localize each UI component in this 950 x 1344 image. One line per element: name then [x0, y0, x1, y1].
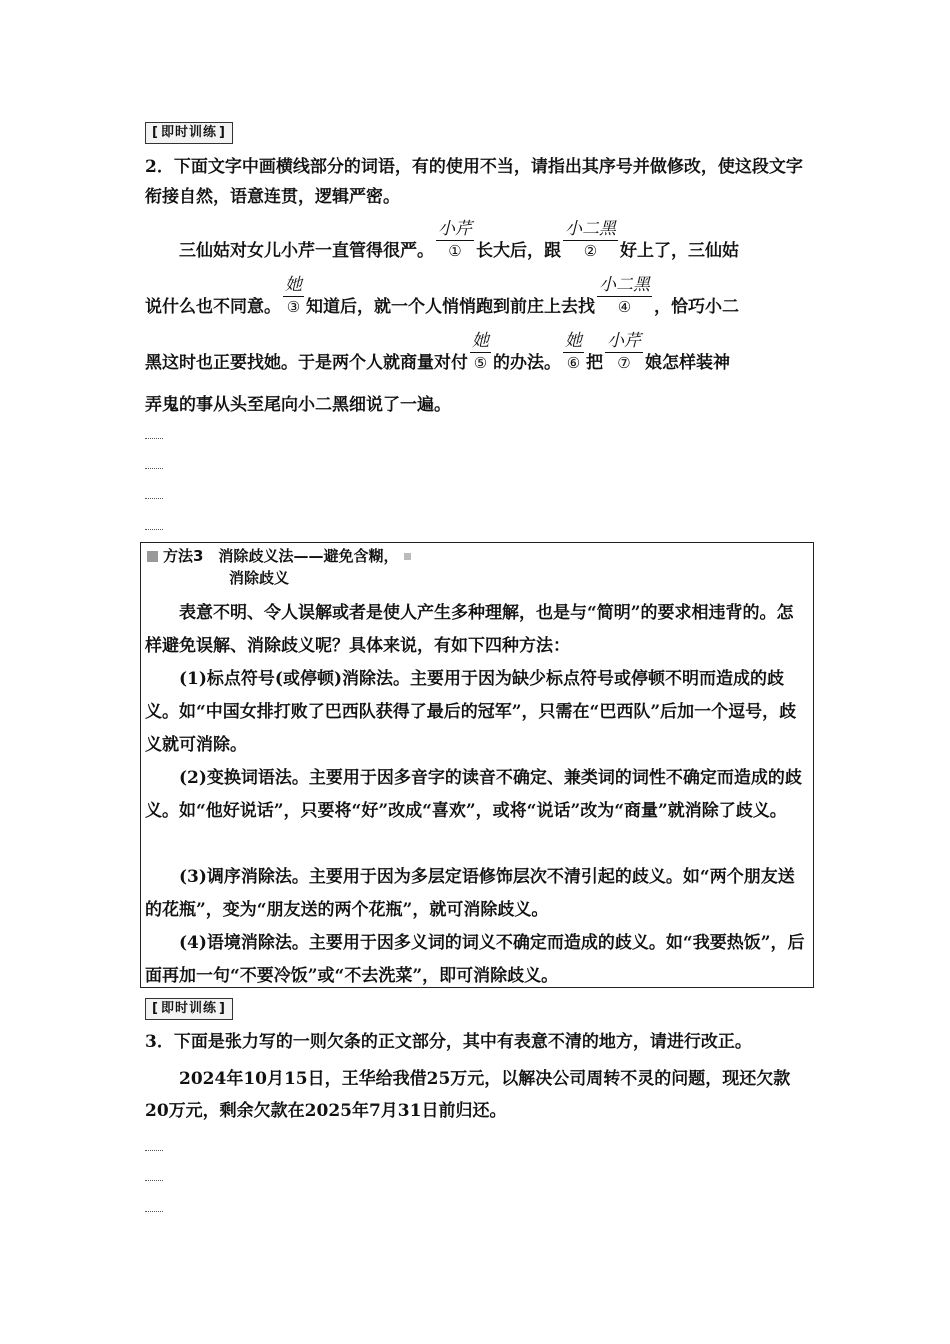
square-bullet-icon: [147, 551, 158, 562]
answer-dots: [145, 498, 163, 499]
method-subtitle: 消除歧义: [229, 569, 290, 587]
underlined-term-2: 小二黑 ②: [565, 219, 616, 260]
story-line-2: 说什么也不同意。 她 ③ 知道后，就一个人悄悄跑到前庄上去找 小二黑 ④ ，恰巧小二: [145, 275, 739, 317]
answer-dots: [145, 468, 163, 469]
question-3: 3．下面是张力写的一则欠条的正文部分，其中有表意不清的地方，请进行改正。: [145, 1032, 752, 1052]
iou-text: 2024年10月15日，王华给我借25万元，以解决公司周转不灵的问题，现还欠款20万元，剩余欠款在2025年7月31日前归还。: [145, 1069, 791, 1121]
answer-dots: [145, 1211, 163, 1212]
small-square-icon: [404, 553, 411, 560]
story-line-1: 三仙姑对女儿小芹一直管得很严。 小芹 ① 长大后，跟 小二黑 ② 好上了，三仙姑: [179, 219, 739, 261]
underlined-term-1: 小芹 ①: [438, 219, 472, 260]
method-title: 方法3 消除歧义法——避免含糊，: [147, 545, 411, 567]
story-line-4: 弄鬼的事从头至尾向小二黑细说了一遍。: [145, 395, 451, 415]
method-item: (1)标点符号(或停顿)消除法。主要用于因为缺少标点符号或停顿不明而造成的歧义。如“中国女排打败了巴西队获得了最后的冠军”，只需在“巴西队”后加一个逗号，歧义就可消除。: [145, 669, 797, 755]
practice-tag: [ 即时训练 ]: [145, 122, 233, 144]
practice-tag: [ 即时训练 ]: [145, 998, 233, 1020]
story-passage: [145, 218, 810, 418]
method-box: [140, 542, 814, 988]
story-line-3: 黑这时也正要找她。于是两个人就商量对付 她 ⑤ 的办法。 她 ⑥ 把 小芹 ⑦ 娘怎样装神: [145, 331, 730, 373]
question-2: 2．下面文字中画横线部分的词语，有的使用不当，请指出其序号并做修改，使这段文字衔接自然，语意连贯，逻辑严密。: [145, 157, 803, 207]
underlined-term-7: 小芹 ⑦: [607, 331, 641, 372]
underlined-term-4: 小二黑 ④: [599, 275, 650, 316]
underlined-term-3: 她 ③: [285, 275, 302, 316]
method-item: (4)语境消除法。主要用于因多义词的词义不确定而造成的歧义。如“我要热饭”，后面再加一句“不要冷饭”或“不去洗菜”，即可消除歧义。: [145, 933, 805, 986]
underlined-term-6: 她 ⑥: [565, 331, 582, 372]
answer-dots: [145, 1150, 163, 1151]
method-item: (2)变换词语法。主要用于因多音字的读音不确定、兼类词的词性不确定而造成的歧义。如“他好说话”，只要将“好”改成“喜欢”，或将“说话”改为“商量”就消除了歧义。: [145, 768, 802, 821]
answer-dots: [145, 438, 163, 439]
answer-dots: [145, 529, 163, 530]
method-item: (3)调序消除法。主要用于因为多层定语修饰层次不清引起的歧义。如“两个朋友送的花瓶”，变为“朋友送的两个花瓶”，就可消除歧义。: [145, 867, 795, 920]
method-intro: 表意不明、令人误解或者是使人产生多种理解，也是与“简明”的要求相违背的。怎样避免误解、消除歧义呢？具体来说，有如下四种方法：: [145, 603, 794, 656]
answer-dots: [145, 1180, 163, 1181]
underlined-term-5: 她 ⑤: [472, 331, 489, 372]
